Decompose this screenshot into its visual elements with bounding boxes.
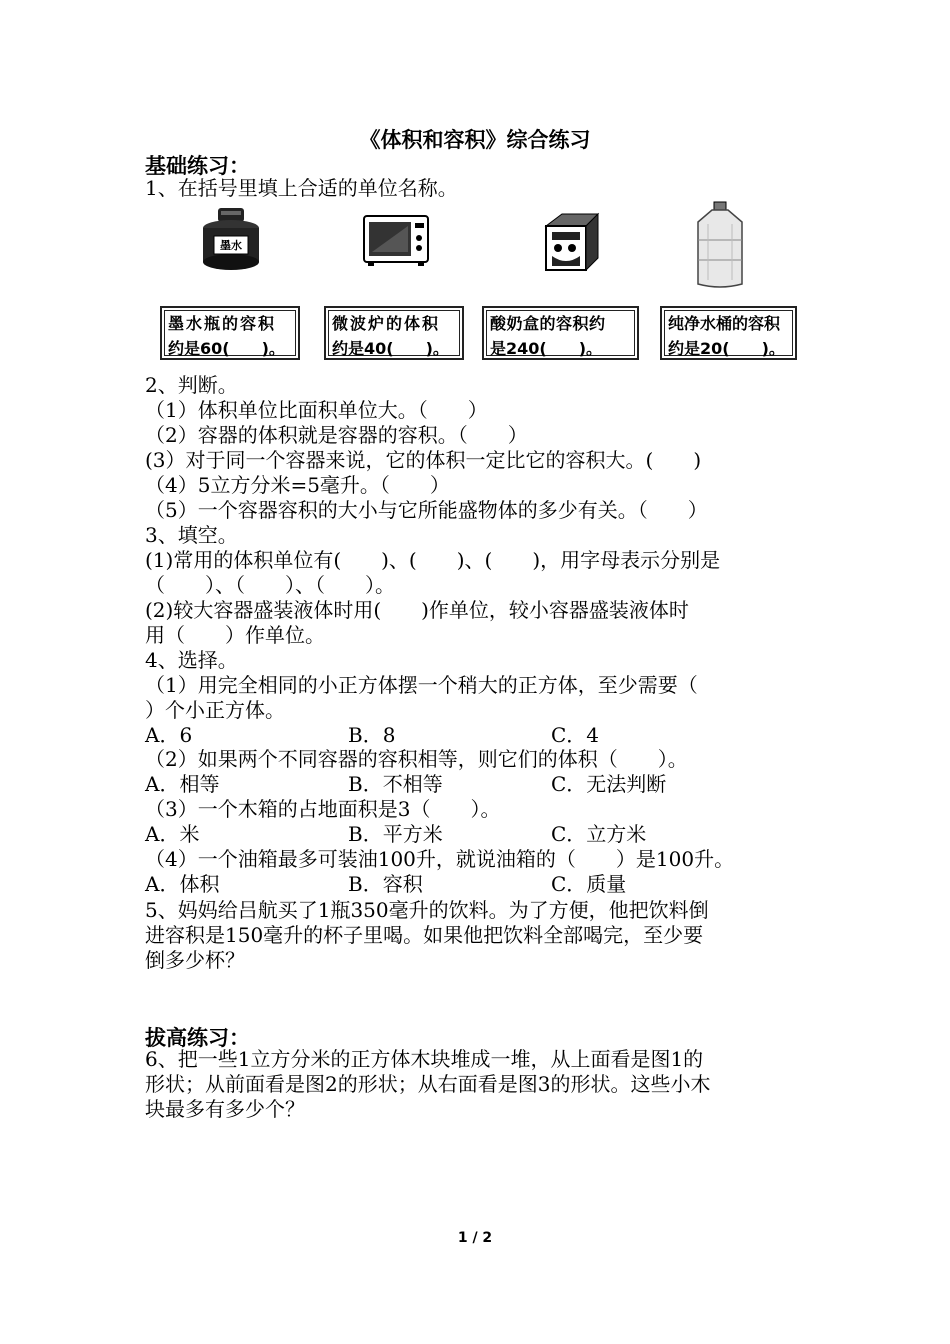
question-5-line: 5、妈妈给吕航买了1瓶350毫升的饮料。为了方便，他把饮料倒	[145, 898, 709, 922]
q2-item: （4）5立方分米=5毫升。（ ）	[145, 473, 450, 497]
q4-option: A．米	[145, 822, 200, 846]
q4-option: C．4	[551, 723, 600, 747]
section-basic: 基础练习：	[145, 154, 250, 178]
q3-item: 用（ ）作单位。	[145, 623, 325, 647]
answer-box-water-bucket	[660, 306, 797, 360]
q4-stem: （4）一个油箱最多可装油100升，就说油箱的（ ）是100升。	[145, 847, 735, 871]
question-5-line: 进容积是150毫升的杯子里喝。如果他把饮料全部喝完，至少要	[145, 923, 704, 947]
page-number: 1 / 2	[457, 1230, 493, 1246]
q4-option: C．无法判断	[551, 772, 667, 796]
q4-stem: （2）如果两个不同容器的容积相等，则它们的体积（ ）。	[145, 747, 688, 771]
question-2: 2、判断。	[145, 373, 238, 397]
question-6-line: 块最多有多少个？	[145, 1097, 305, 1121]
box-line-2: 约是20( )。	[668, 339, 785, 358]
ink-label: 墨水	[220, 239, 242, 252]
q4-option: B．8	[348, 723, 396, 747]
q4-option: A．体积	[145, 872, 220, 896]
microwave-icon	[362, 214, 430, 268]
q4-option: B．容积	[348, 872, 423, 896]
answer-box-microwave	[324, 306, 464, 360]
water-bucket-icon	[692, 200, 748, 290]
question-4: 4、选择。	[145, 648, 238, 672]
box-line-2: 是240( )。	[490, 339, 603, 358]
q2-item: (3）对于同一个容器来说，它的体积一定比它的容积大。( )	[145, 448, 702, 472]
q3-item: （ ）、（ ）、（ ）。	[145, 573, 395, 597]
box-line-1: 酸奶盒的容积约	[490, 314, 606, 333]
box-line-1: 微波炉的体积	[332, 314, 441, 333]
box-line-2: 约是40( )。	[332, 339, 449, 358]
q4-stem: ）个小正方体。	[145, 698, 285, 722]
q4-option: A．6	[145, 723, 193, 747]
question-6-line: 6、把一些1立方分米的正方体木块堆成一堆，从上面看是图1的	[145, 1047, 704, 1071]
question-6-line: 形状；从前面看是图2的形状；从右面看是图3的形状。这些小木	[145, 1072, 711, 1096]
q3-item: (2)较大容器盛装液体时用( )作单位，较小容器盛装液体时	[145, 598, 689, 622]
answer-box-milk-carton	[482, 306, 639, 360]
q2-item: （2）容器的体积就是容器的容积。（ ）	[145, 423, 528, 447]
q4-stem: （3）一个木箱的占地面积是3（ ）。	[145, 797, 501, 821]
q4-stem: （1）用完全相同的小正方体摆一个稍大的正方体，至少需要（	[145, 673, 698, 697]
page-title: 《体积和容积》综合练习	[359, 128, 591, 152]
q2-item: （5）一个容器容积的大小与它所能盛物体的多少有关。（ ）	[145, 498, 708, 522]
q2-item: （1）体积单位比面积单位大。（ ）	[145, 398, 488, 422]
section-advanced: 拔高练习：	[145, 1026, 250, 1050]
q3-item: (1)常用的体积单位有( )、( )、( )，用字母表示分别是	[145, 548, 721, 572]
ink-bottle-icon	[200, 206, 262, 272]
question-5-line: 倒多少杯？	[145, 948, 245, 972]
q4-option: A．相等	[145, 772, 220, 796]
question-1: 1、在括号里填上合适的单位名称。	[145, 176, 458, 200]
box-line-1: 墨水瓶的容积	[168, 314, 277, 333]
q4-option: B．平方米	[348, 822, 443, 846]
question-3: 3、填空。	[145, 523, 238, 547]
answer-box-ink-bottle	[160, 306, 300, 360]
box-line-1: 纯净水桶的容积	[668, 314, 781, 333]
box-line-2: 约是60( )。	[168, 339, 285, 358]
q4-option: C．立方米	[551, 822, 647, 846]
milk-carton-icon	[540, 210, 604, 274]
q4-option: B．不相等	[348, 772, 443, 796]
q4-option: C．质量	[551, 872, 627, 896]
